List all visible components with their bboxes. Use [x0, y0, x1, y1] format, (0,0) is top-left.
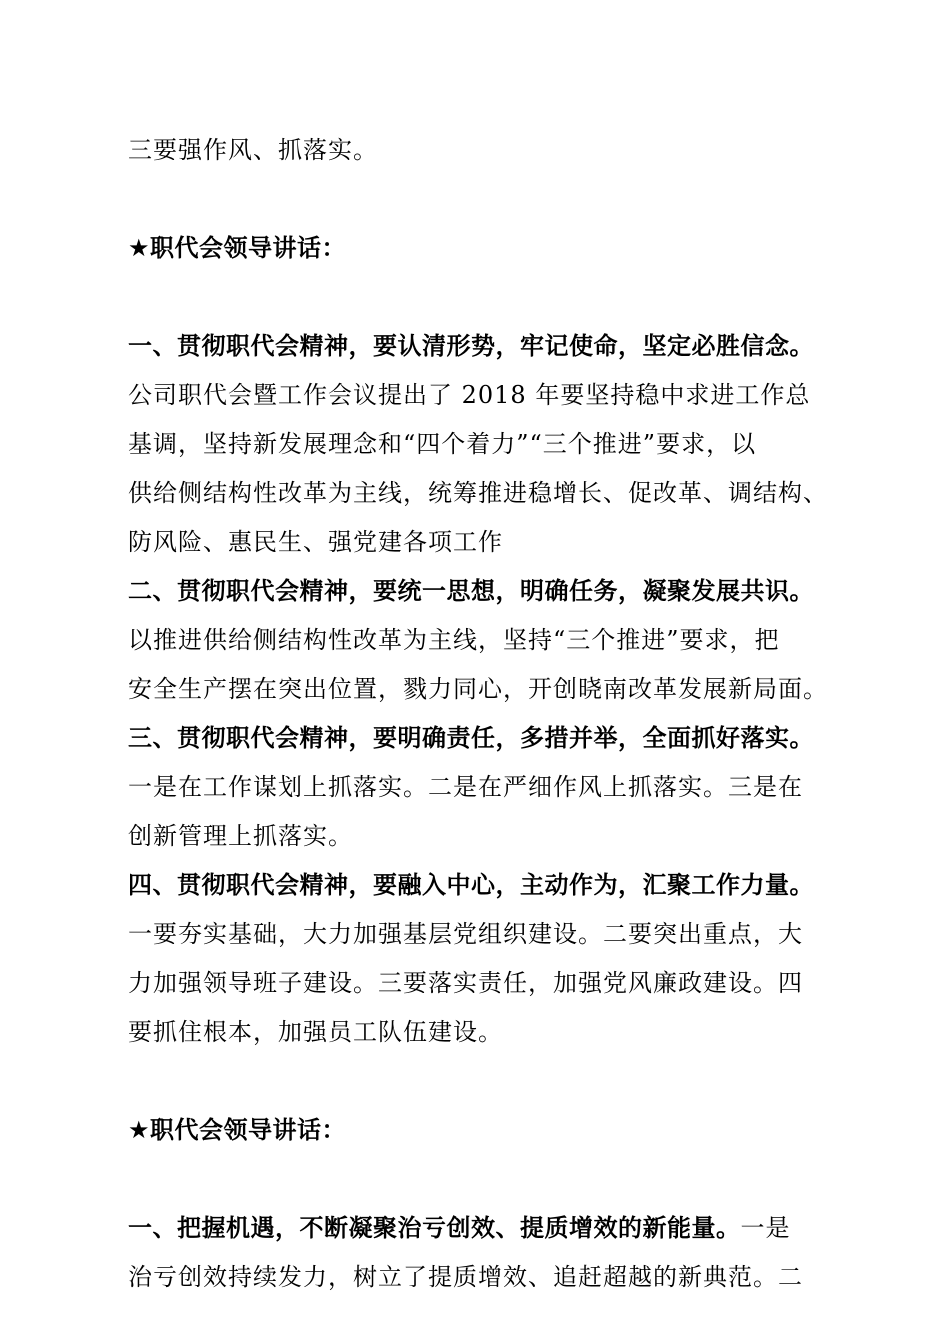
body-line: 防风险、惠民生、强党建各项工作 [128, 528, 503, 556]
body-line: 以推进供给侧结构性改革为主线，坚持“三个推进”要求，把 [128, 626, 780, 654]
item-title-tail: 一是 [740, 1214, 791, 1242]
item-title: 四、贯彻职代会精神，要融入中心，主动作为，汇聚工作力量。 [128, 871, 814, 899]
body-line: 一是在工作谋划上抓落实。二是在严细作风上抓落实。三是在 [128, 773, 803, 801]
item-title: 二、贯彻职代会精神，要统一思想，明确任务，凝聚发展共识。 [128, 577, 814, 605]
body-line: 要抓住根本，加强员工队伍建设。 [128, 1018, 503, 1046]
section-heading: ★职代会领导讲话： [128, 1116, 347, 1144]
section-heading: ★职代会领导讲话： [128, 234, 347, 262]
body-line: 一要夯实基础，大力加强基层党组织建设。二要突出重点，大 [128, 920, 803, 948]
body-line: 安全生产摆在突出位置，戮力同心，开创晓南改革发展新局面。 [128, 675, 828, 703]
body-line: 公司职代会暨工作会议提出了 2018 年要坚持稳中求进工作总 [128, 381, 811, 409]
body-line: 力加强领导班子建设。三要落实责任，加强党风廉政建设。四 [128, 969, 803, 997]
body-line: 供给侧结构性改革为主线，统筹推进稳增长、促改革、调结构、 [128, 479, 828, 507]
item-title: 一、把握机遇，不断凝聚治亏创效、提质增效的新能量。 [128, 1214, 741, 1242]
intro-line: 三要强作风、抓落实。 [128, 136, 378, 164]
paragraph-gap [128, 175, 848, 224]
body-line: 治亏创效持续发力，树立了提质增效、追赶超越的新典范。二 [128, 1263, 803, 1291]
paragraph-gap [128, 1155, 848, 1204]
body-line: 基调，坚持新发展理念和“四个着力”“三个推进”要求，以 [128, 430, 757, 458]
paragraph-gap [128, 273, 848, 322]
paragraph-gap [128, 1057, 848, 1106]
item-title-line [128, 1204, 848, 1253]
document-body [128, 126, 848, 1302]
item-title: 一、贯彻职代会精神，要认清形势，牢记使命，坚定必胜信念。 [128, 332, 814, 360]
item-title: 三、贯彻职代会精神，要明确责任，多措并举，全面抓好落实。 [128, 724, 814, 752]
body-line: 创新管理上抓落实。 [128, 822, 353, 850]
